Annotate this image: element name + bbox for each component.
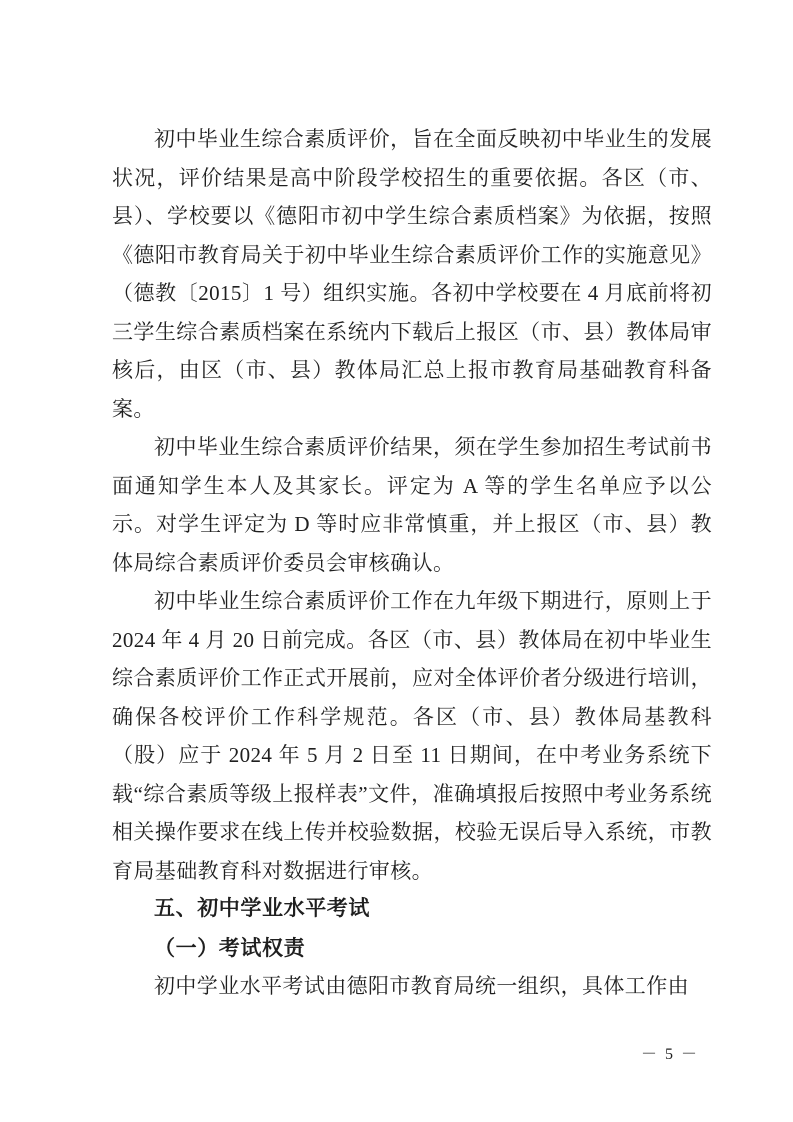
page-number: － 5 － [640,1046,699,1063]
paragraph-exam-organization-partial: 初中学业水平考试由德阳市教育局统一组织，具体工作由 [154,974,689,998]
paragraph-comprehensive-quality-overview: 初中毕业生综合素质评价，旨在全面反映初中毕业生的发展状况，评价结果是高中阶段学校招生的重要依据。各区（市、县）、学校要以《德阳市初中学生综合素质档案》为依据，按照《德阳市教育局关于初中毕业生综合素质评价工作的实施意见》（德教〔2015〕1 号）组织实施。各初中学校要在 4 月底前将初三学生综合素质档案在系统内下载后上报区（市、县）教体局审核后，由区（市、县）教体局汇总上报市教育局基础教育科备案。 [112,127,712,421]
subsection-heading-exam-responsibility: （一）考试权责 [154,935,306,960]
paragraph-evaluation-result-notification: 初中毕业生综合素质评价结果，须在学生参加招生考试前书面通知学生本人及其家长。评定为 A 等的学生名单应予以公示。对学生评定为 D 等时应非常慎重，并上报区（市、县）教体局综合素质评价委员会审核确认。 [112,435,712,575]
page-body [112,120,712,1006]
section-heading-academic-level-exam: 五、初中学业水平考试 [154,897,370,920]
paragraph-evaluation-schedule-and-upload: 初中毕业生综合素质评价工作在九年级下期进行，原则上于 2024 年 4 月 20 日前完成。各区（市、县）教体局在初中毕业生综合素质评价工作正式开展前，应对全体评价者分级进行培训，确保各校评价工作科学规范。各区（市、县）教体局基教科（股）应于 2024 年 5 月 2 日至 11 日期间，在中考业务系统下载“综合素质等级上报样表”文件，准确填报后按照中考业务系统相关操作要求在线上传并校验数据，校验无误后导入系统，市教育局基础教育科对数据进行审核。 [112,589,712,883]
